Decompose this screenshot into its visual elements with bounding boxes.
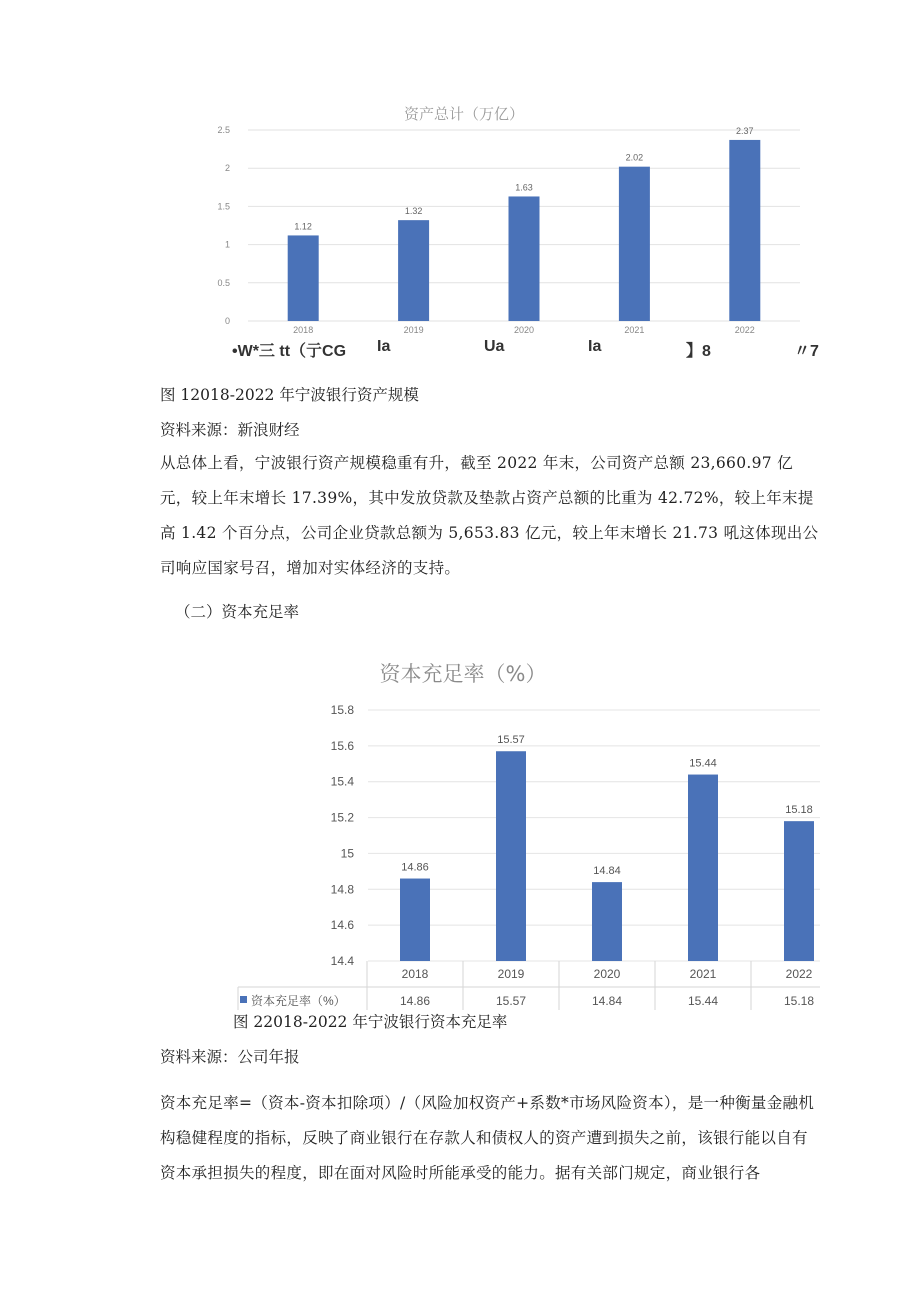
- table-value: 14.84: [591, 994, 623, 1008]
- section-heading: （二）资本充足率: [175, 603, 300, 621]
- capital-ratio-chart-svg: [230, 650, 830, 1010]
- bar: [400, 879, 430, 961]
- figure-caption: 图 12018-2022 年宁波银行资产规模: [160, 386, 419, 404]
- bar: [688, 775, 718, 961]
- x-tick-label: 2019: [403, 325, 424, 335]
- y-tick-label: 2.5: [217, 125, 230, 135]
- legend-swatch: [240, 996, 247, 1003]
- chart1-legend-row: [232, 338, 832, 360]
- y-tick-label: 1: [224, 239, 230, 250]
- x-tick-label: 2022: [734, 325, 755, 335]
- data-label: 1.63: [515, 182, 533, 193]
- x-tick-label: 2019: [497, 967, 525, 981]
- data-label: 14.86: [401, 861, 429, 874]
- legend-item: 〃7: [794, 343, 819, 360]
- bar: [619, 167, 650, 321]
- data-label: 15.18: [785, 804, 813, 817]
- legend-item: Ia: [377, 338, 391, 355]
- y-tick-label: 15: [340, 846, 354, 861]
- body-paragraph: 从总体上看，宁波银行资产规模稳重有升，截至 2022 年末，公司资产总额 23,660.97 亿元，较上年末增长 17.39%，其中发放贷款及垫款占资产总额的比重为 42.72%，较上年末提高 1.42 个百分点，公司企业贷款总额为 5,653.83 亿元，较上年末增长 21.73 吼这体现出公司响应国家号召，增加对实体经济的支持。: [160, 454, 819, 577]
- x-tick-label: 2021: [689, 967, 717, 981]
- asset-chart: [200, 98, 820, 360]
- data-label: 15.57: [497, 734, 525, 747]
- bar: [288, 235, 319, 321]
- legend-item: Ia: [588, 338, 602, 355]
- y-tick-label: 14.8: [330, 882, 354, 897]
- data-label: 2.02: [625, 152, 644, 163]
- y-tick-label: 15.2: [330, 810, 354, 825]
- x-tick-label: 2021: [624, 325, 645, 335]
- x-tick-label: 2018: [293, 325, 314, 335]
- y-tick-label: 15.4: [330, 774, 354, 789]
- chart-title: 资产总计（万亿）: [403, 105, 525, 123]
- bar: [784, 821, 814, 961]
- bar: [398, 220, 429, 321]
- bar: [509, 196, 540, 321]
- y-tick-label: 2: [224, 163, 230, 174]
- y-tick-label: 14.6: [330, 918, 354, 933]
- y-tick-label: 1.5: [217, 201, 230, 212]
- chart-title: 资本充足率（%）: [379, 662, 547, 686]
- y-tick-label: 14.4: [330, 954, 354, 968]
- x-tick-label: 2020: [593, 967, 621, 981]
- y-tick-label: 15.6: [330, 738, 354, 753]
- bar: [592, 882, 622, 961]
- table-value: 15.44: [687, 994, 719, 1008]
- body-paragraph: 资本充足率=（资本-资本扣除项）/（风险加权资产+系数*市场风险资本），是一种衡量金融机构稳健程度的指标，反映了商业银行在存款人和债权人的资产遭到损失之前，该银行能以自有资本承担损失的程度，即在面对风险时所能承受的能力。据有关部门规定，商业银行各: [160, 1094, 815, 1182]
- legend-item: 】8: [686, 343, 711, 360]
- table-value: 14.86: [399, 994, 431, 1008]
- table-value: 15.18: [783, 994, 815, 1008]
- y-tick-label: 15.8: [330, 703, 354, 717]
- legend-item: Ua: [484, 338, 505, 355]
- asset-chart-svg: [200, 98, 820, 360]
- figure-caption: 图 22018-2022 年宁波银行资本充足率: [233, 1013, 508, 1031]
- data-label: 15.44: [689, 757, 717, 770]
- table-value: 15.57: [495, 994, 527, 1008]
- x-tick-label: 2022: [785, 967, 813, 981]
- data-label: 1.32: [404, 206, 423, 217]
- bar: [729, 140, 760, 321]
- data-label: 14.84: [593, 865, 621, 878]
- x-tick-label: 2018: [401, 967, 429, 981]
- y-tick-label: 0.5: [217, 277, 230, 288]
- data-label: 2.37: [736, 125, 754, 136]
- legend-item: •W*三 tt（亍CG: [232, 343, 347, 360]
- y-tick-label: 0: [224, 316, 230, 326]
- capital-ratio-chart: [230, 650, 830, 1010]
- source-note: 资料来源：新浪财经: [160, 421, 300, 439]
- bar: [496, 751, 526, 961]
- legend-label: 资本充足率（%）: [251, 994, 346, 1008]
- data-label: 1.12: [294, 221, 312, 232]
- x-tick-label: 2020: [513, 325, 535, 335]
- source-note: 资料来源：公司年报: [160, 1048, 300, 1066]
